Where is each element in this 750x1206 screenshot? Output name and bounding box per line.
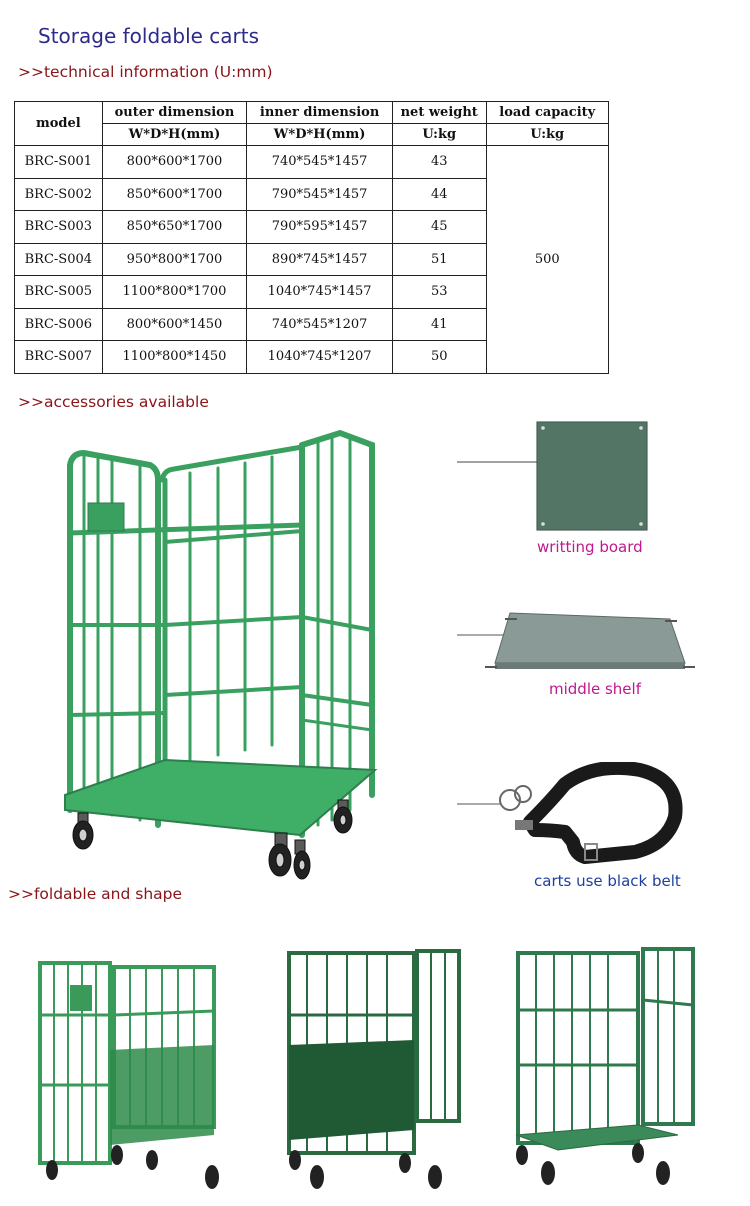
cell-model: BRC-S004 (15, 243, 103, 276)
folded-cart-image-3 (508, 945, 708, 1200)
cell-inner: 1040*745*1207 (247, 341, 393, 374)
header-outer-unit: W*D*H(mm) (102, 124, 247, 146)
cell-outer: 800*600*1700 (102, 146, 247, 179)
table-row (15, 146, 609, 179)
caption-middle-shelf: middle shelf (549, 680, 641, 698)
cell-weight: 41 (392, 308, 486, 341)
cell-weight: 45 (392, 211, 486, 244)
cell-model: BRC-S001 (15, 146, 103, 179)
cell-weight: 44 (392, 178, 486, 211)
header-inner-unit: W*D*H(mm) (247, 124, 393, 146)
cell-outer: 1100*800*1700 (102, 276, 247, 309)
cell-outer: 850*600*1700 (102, 178, 247, 211)
cell-model: BRC-S003 (15, 211, 103, 244)
header-load: load capacity (486, 102, 608, 124)
caption-black-belt: carts use black belt (534, 872, 681, 890)
folded-cart-image-1 (22, 945, 232, 1200)
spec-table (14, 101, 609, 374)
cell-model: BRC-S007 (15, 341, 103, 374)
header-inner: inner dimension (247, 102, 393, 124)
cell-inner: 890*745*1457 (247, 243, 393, 276)
header-load-unit: U:kg (486, 124, 608, 146)
cell-model: BRC-S002 (15, 178, 103, 211)
cell-inner: 790*595*1457 (247, 211, 393, 244)
header-model: model (15, 102, 103, 146)
caption-writing-board: writting board (537, 538, 643, 556)
cell-outer: 1100*800*1450 (102, 341, 247, 374)
cell-load-capacity: 500 (486, 146, 608, 374)
cell-outer: 950*800*1700 (102, 243, 247, 276)
cell-outer: 850*650*1700 (102, 211, 247, 244)
middle-shelf-image (455, 605, 700, 680)
cell-outer: 800*600*1450 (102, 308, 247, 341)
cell-weight: 43 (392, 146, 486, 179)
cell-weight: 53 (392, 276, 486, 309)
writing-board-image (455, 420, 655, 535)
cell-model: BRC-S006 (15, 308, 103, 341)
cell-weight: 51 (392, 243, 486, 276)
section-foldable: >>foldable and shape (8, 885, 183, 903)
cell-inner: 740*545*1207 (247, 308, 393, 341)
cell-inner: 1040*745*1457 (247, 276, 393, 309)
cell-weight: 50 (392, 341, 486, 374)
black-belt-image (455, 762, 695, 872)
folded-cart-image-2 (275, 945, 475, 1200)
header-outer: outer dimension (102, 102, 247, 124)
header-weight: net weight (392, 102, 486, 124)
cell-inner: 790*545*1457 (247, 178, 393, 211)
header-weight-unit: U:kg (392, 124, 486, 146)
cell-model: BRC-S005 (15, 276, 103, 309)
section-technical-info: >>technical information (U:mm) (18, 63, 273, 81)
page-title: Storage foldable carts (38, 24, 260, 48)
main-cart-image (40, 425, 400, 900)
section-accessories: >>accessories available (18, 393, 209, 411)
cell-inner: 740*545*1457 (247, 146, 393, 179)
